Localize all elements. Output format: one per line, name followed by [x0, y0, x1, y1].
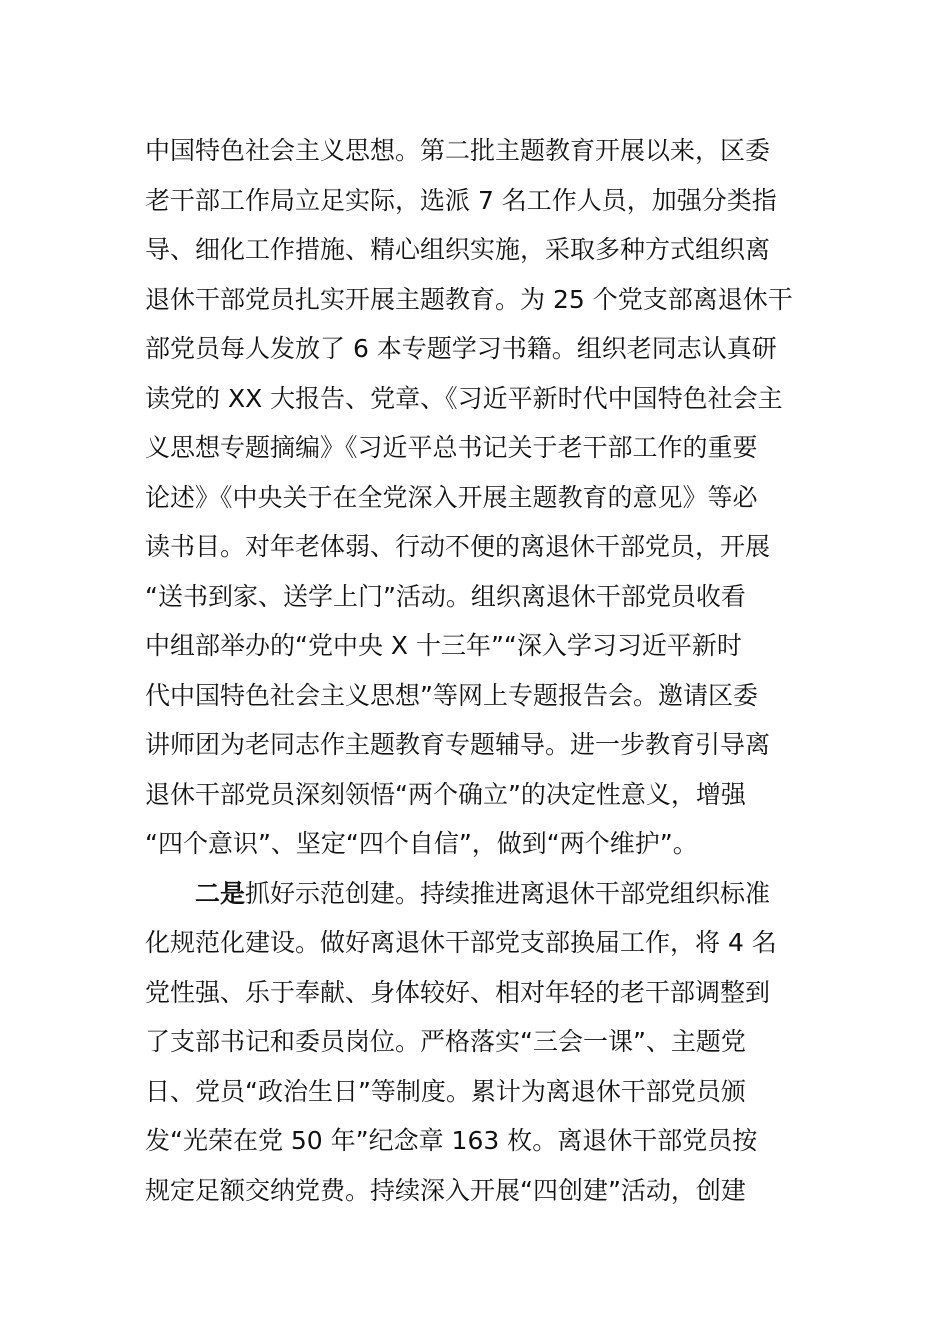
text-line: 党性强、乐于奉献、身体较好、相对年轻的老干部调整到	[145, 977, 771, 1007]
text-line: 读书目。对年老体弱、行动不便的离退休干部党员，开展	[145, 532, 771, 561]
body-text	[145, 126, 810, 1215]
paragraph-2-first-text: 抓好示范创建。持续推进离退休干部党组织标准	[245, 878, 771, 908]
text-line: 代中国特色社会主义思想”等网上专题报告会。邀请区委	[145, 680, 758, 710]
text-line: 退休干部党员扎实开展主题教育。为 25 个党支部离退休干	[145, 284, 793, 314]
text-line: 读党的 XX 大报告、党章、《习近平新时代中国特色社会主	[145, 383, 783, 413]
text-line: 发“光荣在党 50 年”纪念章 163 枚。离退休干部党员按	[145, 1126, 758, 1155]
text-line: 中国特色社会主义思想。第二批主题教育开展以来，区委	[145, 136, 771, 165]
text-line: 老干部工作局立足实际，选派 7 名工作人员，加强分类指	[145, 185, 777, 215]
paragraph-2-first-line	[145, 869, 810, 919]
text-line: “四个意识”、坚定“四个自信”，做到“两个维护”。	[145, 829, 698, 858]
text-line: 日、党员“政治生日”等制度。累计为离退休干部党员颁	[145, 1076, 746, 1106]
text-line: 义思想专题摘编》《习近平总书记关于老干部工作的重要	[145, 433, 758, 462]
text-line: 论述》《中央关于在全党深入开展主题教育的意见》等必	[145, 482, 758, 512]
text-line: 了支部书记和委员岗位。严格落实“三会一课”、主题党	[145, 1027, 746, 1056]
text-line: “送书到家、送学上门”活动。组织离退休干部党员收看	[145, 581, 746, 611]
text-line: 部党员每人发放了 6 本专题学习书籍。组织老同志认真研	[145, 334, 777, 363]
text-line: 退休干部党员深刻领悟“两个确立”的决定性意义，增强	[145, 779, 746, 809]
paragraph-2-lead: 二是	[195, 878, 246, 908]
text-line: 中组部举办的“党中央 X 十三年”“深入学习习近平新时	[145, 631, 742, 660]
text-line: 规定足额交纳党费。持续深入开展“四创建”活动，创建	[145, 1175, 746, 1205]
text-line: 导、细化工作措施、精心组织实施，采取多种方式组织离	[145, 235, 771, 264]
text-line: 化规范化建设。做好离退休干部党支部换届工作，将 4 名	[145, 928, 777, 957]
text-line: 讲师团为老同志作主题教育专题辅导。进一步教育引导离	[145, 730, 771, 759]
